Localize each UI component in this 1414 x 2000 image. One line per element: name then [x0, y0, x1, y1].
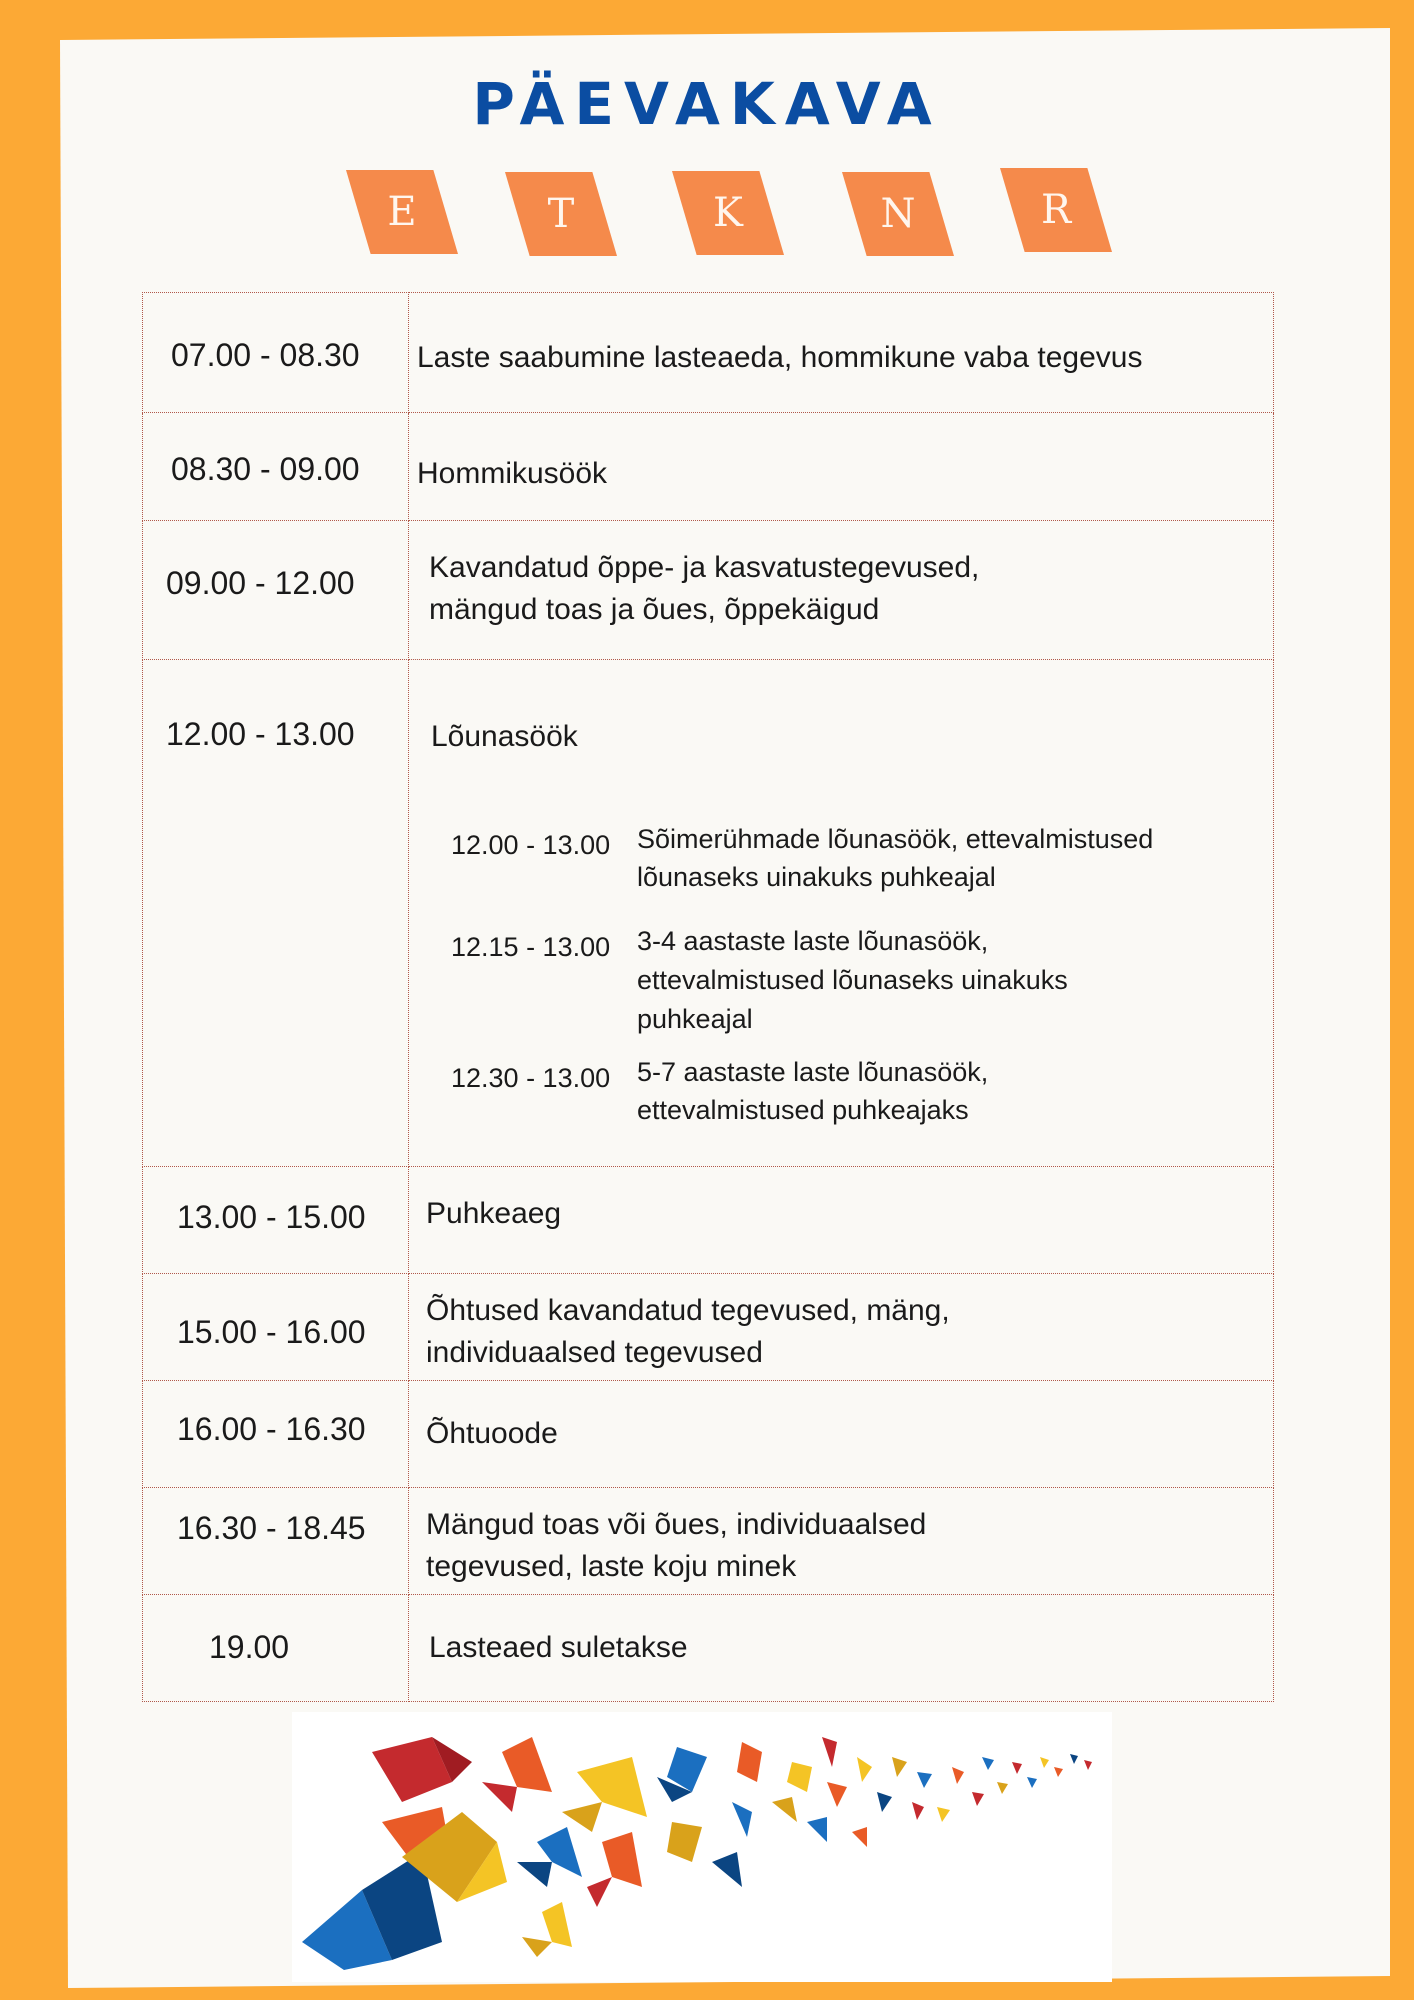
sub-activity-line: Sõimerühmade lõunasöök, ettevalmistused [637, 824, 1154, 854]
sub-activity-line: ettevalmistused lõunaseks uinakuks [637, 965, 1068, 995]
activity-cell [409, 1595, 1274, 1702]
time-label: 08.30 - 09.00 [171, 451, 360, 487]
schedule-row [143, 1274, 1274, 1381]
sub-activity-line: puhkeajal [637, 1004, 753, 1034]
activity-cell [409, 293, 1274, 413]
day-tag-letter: T [547, 191, 575, 237]
day-tag [1000, 168, 1112, 252]
sub-time-label: 12.30 - 13.00 [451, 1063, 611, 1093]
activity-line: Õhtused kavandatud tegevused, mäng, [426, 1294, 950, 1327]
day-tag [505, 172, 617, 256]
schedule-row [143, 413, 1274, 521]
schedule-row [143, 521, 1274, 660]
schedule-row [143, 1595, 1274, 1702]
activity-cell [409, 521, 1274, 660]
time-label: 16.00 - 16.30 [177, 1411, 366, 1447]
sub-schedule-row [451, 922, 1273, 1039]
sub-time-label: 12.15 - 13.00 [451, 932, 611, 962]
day-tag [672, 171, 784, 255]
activity-cell [409, 1488, 1274, 1595]
schedule-row [143, 1167, 1274, 1274]
time-cell [143, 1274, 409, 1381]
activity-line: Lasteaed suletakse [429, 1631, 688, 1664]
activity-cell [409, 1381, 1274, 1488]
activity-line: mängud toas ja õues, õppekäigud [429, 593, 880, 626]
time-cell [143, 1595, 409, 1702]
time-cell [143, 293, 409, 413]
schedule-row [143, 293, 1274, 413]
time-label: 12.00 - 13.00 [166, 716, 355, 752]
activity-line: Puhkeaeg [426, 1197, 562, 1230]
time-label: 13.00 - 15.00 [177, 1199, 366, 1235]
schedule-row [143, 1488, 1274, 1595]
time-cell [143, 521, 409, 660]
time-label: 07.00 - 08.30 [171, 337, 360, 373]
activity-line: Hommikusöök [417, 457, 608, 490]
sub-activity-line: 5-7 aastaste laste lõunasöök, [637, 1057, 989, 1087]
day-tag [842, 172, 954, 256]
sub-activity [637, 820, 1257, 896]
time-cell [143, 1167, 409, 1274]
sub-schedule-row [451, 820, 1273, 896]
day-tag-letter: K [713, 190, 743, 236]
day-tag-letter: R [1040, 187, 1072, 233]
sub-time-label: 12.00 - 13.00 [451, 830, 611, 860]
time-label: 19.00 [209, 1629, 290, 1665]
activity-cell [409, 413, 1274, 521]
activity-line: Mängud toas või õues, individuaalsed [426, 1508, 927, 1541]
schedule-row [143, 660, 1274, 1167]
sub-schedule-row [451, 1053, 1273, 1129]
sub-activity-line: ettevalmistused puhkeajaks [637, 1095, 969, 1125]
activity-cell [409, 1167, 1274, 1274]
day-tag [346, 170, 458, 254]
time-label: 15.00 - 16.00 [177, 1314, 366, 1350]
activity-line: Kavandatud õppe- ja kasvatustegevused, [429, 551, 980, 584]
page-title: PÄEVAKAVA [472, 70, 942, 138]
time-cell [143, 413, 409, 521]
time-label: 16.30 - 18.45 [177, 1510, 366, 1546]
sub-activity-line: 3-4 aastaste laste lõunasöök, [637, 926, 989, 956]
weekday-tags [0, 168, 1414, 258]
activity-line: tegevused, laste koju minek [426, 1550, 797, 1583]
activity-cell [409, 660, 1274, 1167]
time-cell [143, 1381, 409, 1488]
day-tag-letter: N [880, 191, 916, 237]
activity-line: Lõunasöök [431, 720, 578, 753]
schedule-row [143, 1381, 1274, 1488]
time-cell [143, 1488, 409, 1595]
activity-line: Laste saabumine lasteaeda, hommikune vaba tegevus [417, 341, 1143, 374]
flying-shapes-illustration [292, 1712, 1112, 1982]
schedule-table [142, 292, 1274, 1702]
activity-line: individuaalsed tegevused [426, 1336, 763, 1369]
sub-activity-line: lõunaseks uinakuks puhkeajal [637, 862, 996, 892]
sub-activity [637, 1053, 1257, 1129]
activity-cell [409, 1274, 1274, 1381]
activity-line: Õhtuoode [426, 1417, 558, 1450]
time-label: 09.00 - 12.00 [166, 565, 355, 601]
sub-activity [637, 922, 1257, 1039]
sub-schedule [451, 820, 1273, 1129]
time-cell [143, 660, 409, 1167]
day-tag-letter: E [387, 189, 417, 235]
